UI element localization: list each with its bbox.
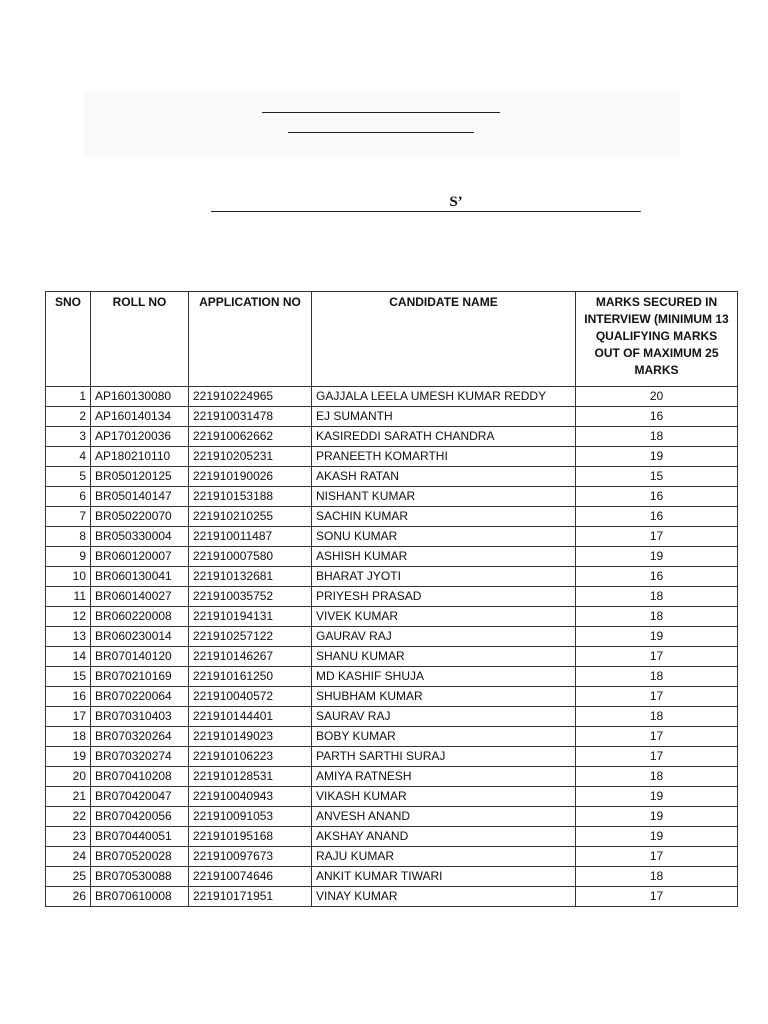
cell-sno: 8 — [46, 527, 91, 547]
table-row — [46, 887, 738, 907]
cell-candidate-name: ANKIT KUMAR TIWARI — [312, 867, 576, 887]
table-header-row — [46, 292, 738, 387]
table-row — [46, 587, 738, 607]
table-row — [46, 767, 738, 787]
header-band — [84, 92, 680, 156]
cell-roll-no: BR060220008 — [91, 607, 189, 627]
cell-roll-no: BR070140120 — [91, 647, 189, 667]
header-candidate-name: CANDIDATE NAME — [312, 292, 576, 387]
cell-roll-no: BR070220064 — [91, 687, 189, 707]
cell-sno: 3 — [46, 427, 91, 447]
cell-sno: 26 — [46, 887, 91, 907]
cell-marks: 18 — [576, 607, 738, 627]
cell-sno: 22 — [46, 807, 91, 827]
table-row — [46, 627, 738, 647]
cell-candidate-name: SHUBHAM KUMAR — [312, 687, 576, 707]
header-marks: MARKS SECURED IN INTERVIEW (MINIMUM 13 QUALIFYING MARKS OUT OF MAXIMUM 25 MARKS — [576, 292, 738, 387]
table-row — [46, 787, 738, 807]
cell-roll-no: AP170120036 — [91, 427, 189, 447]
table-row — [46, 687, 738, 707]
cell-sno: 21 — [46, 787, 91, 807]
cell-application-no: 221910194131 — [189, 607, 312, 627]
cell-candidate-name: KASIREDDI SARATH CHANDRA — [312, 427, 576, 447]
cell-roll-no: AP180210110 — [91, 447, 189, 467]
cell-roll-no: BR050120125 — [91, 467, 189, 487]
cell-candidate-name: AKSHAY ANAND — [312, 827, 576, 847]
cell-candidate-name: PRANEETH KOMARTHI — [312, 447, 576, 467]
cell-marks: 19 — [576, 787, 738, 807]
cell-roll-no: BR060140027 — [91, 587, 189, 607]
cell-application-no: 221910007580 — [189, 547, 312, 567]
cell-application-no: 221910190026 — [189, 467, 312, 487]
cell-application-no: 221910195168 — [189, 827, 312, 847]
header-application-no: APPLICATION NO — [189, 292, 312, 387]
cell-application-no: 221910031478 — [189, 407, 312, 427]
cell-application-no: 221910040572 — [189, 687, 312, 707]
cell-application-no: 221910257122 — [189, 627, 312, 647]
cell-application-no: 221910040943 — [189, 787, 312, 807]
table-row — [46, 507, 738, 527]
cell-marks: 19 — [576, 447, 738, 467]
table-row — [46, 407, 738, 427]
cell-candidate-name: RAJU KUMAR — [312, 847, 576, 867]
cell-roll-no: AP160140134 — [91, 407, 189, 427]
table-body — [46, 387, 738, 907]
cell-sno: 7 — [46, 507, 91, 527]
cell-sno: 14 — [46, 647, 91, 667]
cell-candidate-name: GAJJALA LEELA UMESH KUMAR REDDY — [312, 387, 576, 407]
cell-candidate-name: SACHIN KUMAR — [312, 507, 576, 527]
title-underline-2 — [288, 132, 474, 133]
cell-candidate-name: PARTH SARTHI SURAJ — [312, 747, 576, 767]
cell-candidate-name: ASHISH KUMAR — [312, 547, 576, 567]
cell-candidate-name: BOBY KUMAR — [312, 727, 576, 747]
subtitle-line — [211, 193, 641, 212]
cell-sno: 19 — [46, 747, 91, 767]
cell-marks: 20 — [576, 387, 738, 407]
table-row — [46, 527, 738, 547]
cell-roll-no: BR070530088 — [91, 867, 189, 887]
cell-candidate-name: PRIYESH PRASAD — [312, 587, 576, 607]
table-row — [46, 547, 738, 567]
cell-application-no: 221910097673 — [189, 847, 312, 867]
table-row — [46, 747, 738, 767]
subtitle-fragment: S’ — [449, 194, 463, 210]
cell-marks: 16 — [576, 567, 738, 587]
cell-application-no: 221910153188 — [189, 487, 312, 507]
cell-roll-no: BR070320264 — [91, 727, 189, 747]
cell-application-no: 221910205231 — [189, 447, 312, 467]
cell-candidate-name: SHANU KUMAR — [312, 647, 576, 667]
cell-roll-no: BR060230014 — [91, 627, 189, 647]
cell-sno: 5 — [46, 467, 91, 487]
cell-sno: 18 — [46, 727, 91, 747]
table-row — [46, 447, 738, 467]
cell-roll-no: BR070440051 — [91, 827, 189, 847]
cell-candidate-name: NISHANT KUMAR — [312, 487, 576, 507]
cell-roll-no: BR060120007 — [91, 547, 189, 567]
cell-sno: 16 — [46, 687, 91, 707]
cell-application-no: 221910210255 — [189, 507, 312, 527]
cell-application-no: 221910224965 — [189, 387, 312, 407]
cell-sno: 2 — [46, 407, 91, 427]
cell-sno: 13 — [46, 627, 91, 647]
cell-roll-no: BR070310403 — [91, 707, 189, 727]
cell-marks: 18 — [576, 667, 738, 687]
cell-sno: 9 — [46, 547, 91, 567]
cell-application-no: 221910149023 — [189, 727, 312, 747]
cell-marks: 18 — [576, 767, 738, 787]
cell-sno: 24 — [46, 847, 91, 867]
cell-sno: 25 — [46, 867, 91, 887]
table-row — [46, 647, 738, 667]
cell-sno: 15 — [46, 667, 91, 687]
cell-roll-no: BR070410208 — [91, 767, 189, 787]
cell-marks: 17 — [576, 887, 738, 907]
cell-marks: 16 — [576, 407, 738, 427]
cell-roll-no: BR070210169 — [91, 667, 189, 687]
cell-application-no: 221910091053 — [189, 807, 312, 827]
table-row — [46, 707, 738, 727]
cell-application-no: 221910132681 — [189, 567, 312, 587]
table-row — [46, 727, 738, 747]
cell-candidate-name: VIVEK KUMAR — [312, 607, 576, 627]
cell-candidate-name: EJ SUMANTH — [312, 407, 576, 427]
cell-marks: 18 — [576, 587, 738, 607]
cell-application-no: 221910011487 — [189, 527, 312, 547]
cell-application-no: 221910146267 — [189, 647, 312, 667]
cell-marks: 15 — [576, 467, 738, 487]
cell-candidate-name: MD KASHIF SHUJA — [312, 667, 576, 687]
cell-candidate-name: SAURAV RAJ — [312, 707, 576, 727]
cell-sno: 6 — [46, 487, 91, 507]
title-underline-1 — [262, 112, 500, 113]
cell-marks: 19 — [576, 807, 738, 827]
cell-roll-no: BR060130041 — [91, 567, 189, 587]
cell-marks: 19 — [576, 547, 738, 567]
cell-marks: 17 — [576, 527, 738, 547]
cell-application-no: 221910074646 — [189, 867, 312, 887]
table-row — [46, 847, 738, 867]
cell-candidate-name: ANVESH ANAND — [312, 807, 576, 827]
cell-candidate-name: AMIYA RATNESH — [312, 767, 576, 787]
cell-candidate-name: BHARAT JYOTI — [312, 567, 576, 587]
cell-roll-no: BR070420056 — [91, 807, 189, 827]
table-row — [46, 487, 738, 507]
cell-marks: 18 — [576, 707, 738, 727]
results-table — [45, 291, 738, 907]
cell-application-no: 221910106223 — [189, 747, 312, 767]
cell-candidate-name: GAURAV RAJ — [312, 627, 576, 647]
table-row — [46, 427, 738, 447]
table-row — [46, 387, 738, 407]
cell-sno: 12 — [46, 607, 91, 627]
cell-candidate-name: SONU KUMAR — [312, 527, 576, 547]
cell-application-no: 221910171951 — [189, 887, 312, 907]
cell-application-no: 221910062662 — [189, 427, 312, 447]
cell-application-no: 221910035752 — [189, 587, 312, 607]
cell-marks: 17 — [576, 727, 738, 747]
cell-sno: 4 — [46, 447, 91, 467]
header-roll-no: ROLL NO — [91, 292, 189, 387]
cell-roll-no: BR070320274 — [91, 747, 189, 767]
cell-sno: 10 — [46, 567, 91, 587]
cell-sno: 17 — [46, 707, 91, 727]
cell-marks: 16 — [576, 507, 738, 527]
table-row — [46, 827, 738, 847]
cell-marks: 18 — [576, 427, 738, 447]
cell-roll-no: AP160130080 — [91, 387, 189, 407]
cell-application-no: 221910144401 — [189, 707, 312, 727]
cell-sno: 1 — [46, 387, 91, 407]
cell-marks: 17 — [576, 687, 738, 707]
cell-roll-no: BR070420047 — [91, 787, 189, 807]
cell-marks: 19 — [576, 827, 738, 847]
cell-marks: 17 — [576, 847, 738, 867]
cell-sno: 20 — [46, 767, 91, 787]
cell-candidate-name: VINAY KUMAR — [312, 887, 576, 907]
table-row — [46, 667, 738, 687]
cell-marks: 17 — [576, 647, 738, 667]
cell-sno: 11 — [46, 587, 91, 607]
table-row — [46, 467, 738, 487]
cell-marks: 17 — [576, 747, 738, 767]
table-row — [46, 607, 738, 627]
cell-candidate-name: AKASH RATAN — [312, 467, 576, 487]
cell-marks: 16 — [576, 487, 738, 507]
cell-roll-no: BR070520028 — [91, 847, 189, 867]
cell-sno: 23 — [46, 827, 91, 847]
table-row — [46, 567, 738, 587]
cell-roll-no: BR050140147 — [91, 487, 189, 507]
cell-application-no: 221910161250 — [189, 667, 312, 687]
cell-roll-no: BR070610008 — [91, 887, 189, 907]
cell-roll-no: BR050330004 — [91, 527, 189, 547]
table-row — [46, 867, 738, 887]
cell-marks: 18 — [576, 867, 738, 887]
table-row — [46, 807, 738, 827]
cell-application-no: 221910128531 — [189, 767, 312, 787]
cell-roll-no: BR050220070 — [91, 507, 189, 527]
header-sno: SNO — [46, 292, 91, 387]
cell-marks: 19 — [576, 627, 738, 647]
cell-candidate-name: VIKASH KUMAR — [312, 787, 576, 807]
